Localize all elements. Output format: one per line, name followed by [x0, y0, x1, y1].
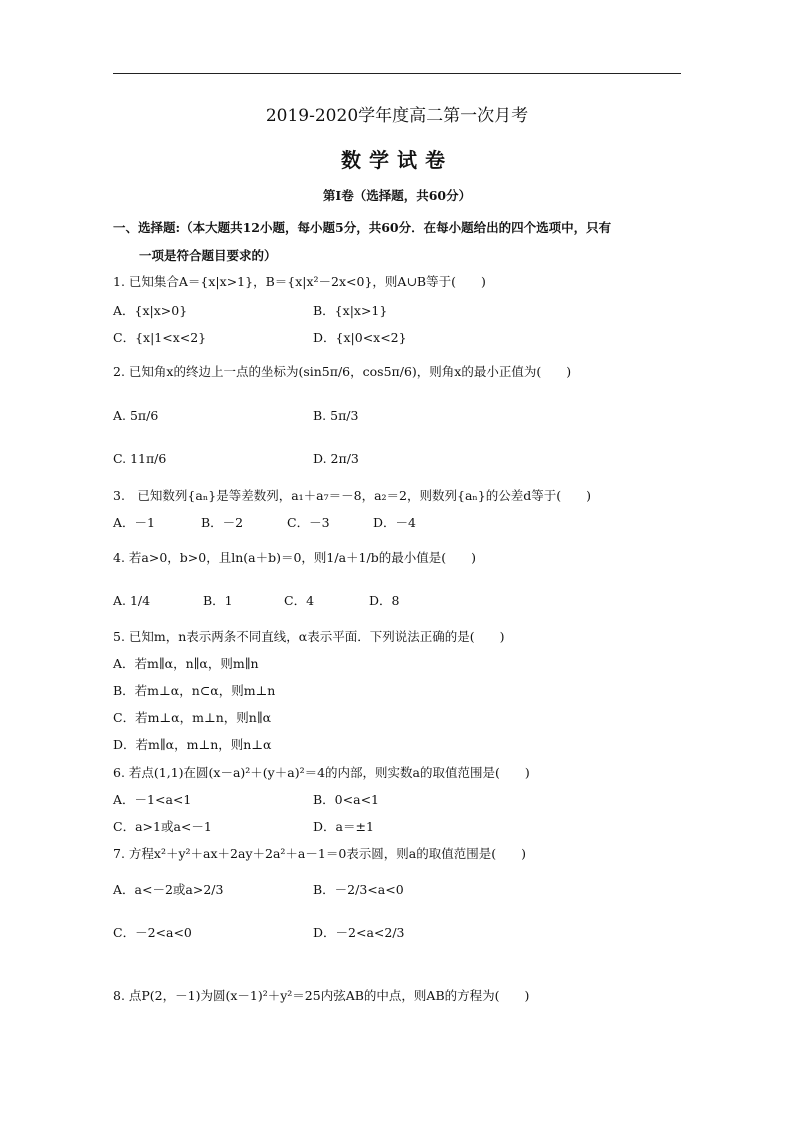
- question-5-option-c: C．若m⊥α，m⊥n，则n∥α: [113, 710, 272, 725]
- exam-title: 2019-2020学年度高二第一次月考: [265, 106, 529, 126]
- question-7-option-d: D．－2<a<2/3: [313, 925, 405, 940]
- question-1-option-a: A．{x|x>0}: [113, 303, 188, 318]
- question-8-stem: 8. 点P(2，－1)为圆(x－1)²＋y²＝25内弦AB的中点，则AB的方程为( ): [113, 988, 530, 1003]
- question-4-stem: 4. 若a>0，b>0，且ln(a＋b)＝0，则1/a＋1/b的最小值是( ): [113, 550, 476, 565]
- question-1-option-b: B．{x|x>1}: [313, 303, 388, 318]
- question-6-option-c: C．a>1或a<－1: [113, 819, 212, 834]
- question-3-stem: 3. 已知数列{aₙ}是等差数列，a₁＋a₇＝－8，a₂＝2，则数列{aₙ}的公差d等于( ): [113, 488, 592, 503]
- question-6-option-a: A．－1<a<1: [113, 792, 192, 807]
- question-7-stem: 7. 方程x²＋y²＋ax＋2ay＋2a²＋a－1＝0表示圆，则a的取值范围是( ): [113, 846, 526, 861]
- question-4-option-b: B．1: [203, 593, 233, 608]
- header-rule: [113, 73, 681, 74]
- question-5-option-d: D．若m∥α，m⊥n，则n⊥α: [113, 737, 272, 752]
- question-7-option-a: A．a<－2或a>2/3: [113, 882, 224, 897]
- question-2-option-c: C. 11π/6: [113, 451, 167, 466]
- question-3-option-b: B．－2: [201, 515, 244, 530]
- question-2-option-a: A. 5π/6: [113, 408, 159, 423]
- question-3-option-d: D．－4: [373, 515, 416, 530]
- question-2-option-d: D. 2π/3: [313, 451, 359, 466]
- question-1-stem: 1. 已知集合A＝{x|x>1}，B＝{x|x²－2x<0}，则A∪B等于( ): [113, 274, 486, 289]
- question-3-option-a: A．－1: [113, 515, 155, 530]
- question-6-option-d: D．a＝±1: [313, 819, 374, 834]
- question-1-option-c: C．{x|1<x<2}: [113, 330, 207, 345]
- section-heading-line2: 一项是符合题目要求的）: [139, 248, 277, 263]
- question-2-stem: 2. 已知角x的终边上一点的坐标为(sin5π/6，cos5π/6)，则角x的最小正值为( ): [113, 364, 572, 379]
- question-6-stem: 6. 若点(1,1)在圆(x－a)²＋(y＋a)²＝4的内部，则实数a的取值范围是( ): [113, 765, 530, 780]
- question-2-option-b: B. 5π/3: [313, 408, 359, 423]
- question-5-option-a: A．若m∥α，n∥α，则m∥n: [113, 656, 259, 671]
- question-3-option-c: C．－3: [287, 515, 330, 530]
- question-7-option-c: C．－2<a<0: [113, 925, 192, 940]
- question-5-option-b: B．若m⊥α，n⊂α，则m⊥n: [113, 683, 276, 698]
- question-1-option-d: D．{x|0<x<2}: [313, 330, 407, 345]
- question-6-option-b: B．0<a<1: [313, 792, 379, 807]
- subject-title: 数学试卷: [341, 148, 453, 172]
- question-5-stem: 5. 已知m，n表示两条不同直线，α表示平面．下列说法正确的是( ): [113, 629, 505, 644]
- volume-title: 第Ⅰ卷（选择题，共60分）: [322, 188, 472, 203]
- question-4-option-c: C．4: [284, 593, 315, 608]
- question-4-option-a: A. 1/4: [113, 593, 151, 608]
- section-heading-line1: 一、选择题:（本大题共12小题，每小题5分，共60分．在每小题给出的四个选项中，只有: [113, 220, 612, 235]
- question-7-option-b: B．－2/3<a<0: [313, 882, 404, 897]
- question-4-option-d: D．8: [369, 593, 400, 608]
